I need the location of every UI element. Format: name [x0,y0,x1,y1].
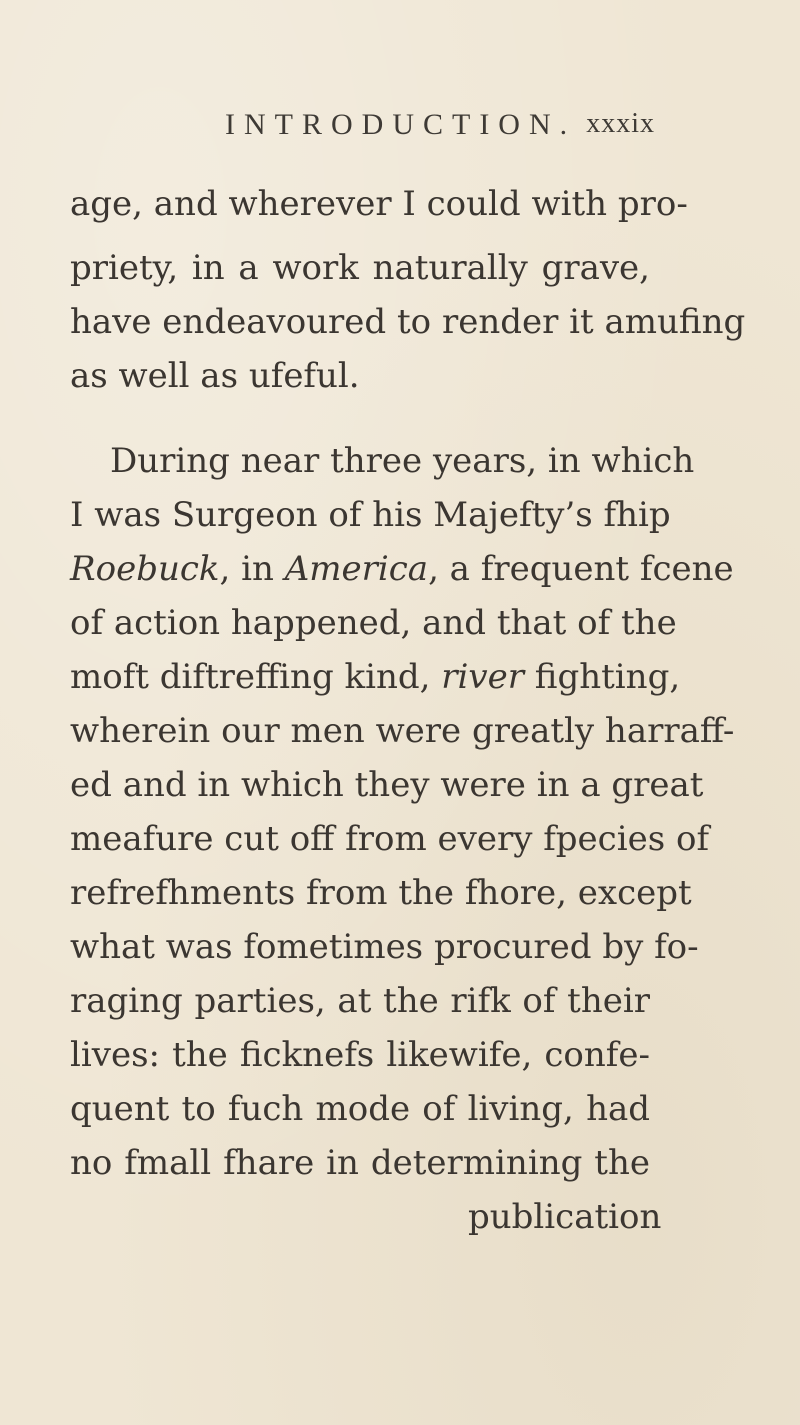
text-fragment: , in [219,549,285,589]
running-head-title: INTRODUCTION. [225,108,577,141]
text-line: meafure cut off from every fpecies of [70,819,710,859]
text-line: age, and wherever I could with pro- [70,184,688,224]
catchword: publication [468,1197,662,1237]
page-number: xxxix [586,108,655,139]
text-line: lives: the ficknefs likewife, confe- [70,1035,650,1075]
text-line [70,545,734,593]
text-line: no fmall fhare in determining the [70,1143,650,1183]
text-line: ed and in which they were in a great [70,765,704,805]
text-line: as well as ufeful. [70,356,360,396]
text-fragment: , a frequent fcene [428,549,734,589]
italic-word: river [441,657,524,697]
text-fragment: moft diftreffing kind, [70,657,442,697]
ship-name: Roebuck [70,549,220,589]
text-line: During near three years, in which [110,441,695,481]
place-name: America [284,549,429,589]
running-head [225,108,655,148]
text-line: priety, in a work naturally grave, [70,248,650,288]
text-line [70,653,681,701]
text-line: quent to fuch mode of living, had [70,1089,650,1129]
text-line: refrefhments from the fhore, except [70,873,692,913]
text-line: have endeavoured to render it amufing [70,302,746,342]
text-fragment: fighting, [524,657,681,697]
text-line: wherein our men were greatly harraff- [70,711,735,751]
text-line: of action happened, and that of the [70,603,677,643]
text-line: raging parties, at the rifk of their [70,981,650,1021]
text-line: I was Surgeon of his Majefty’s fhip [70,495,671,535]
text-line: what was fometimes procured by fo- [70,927,699,967]
